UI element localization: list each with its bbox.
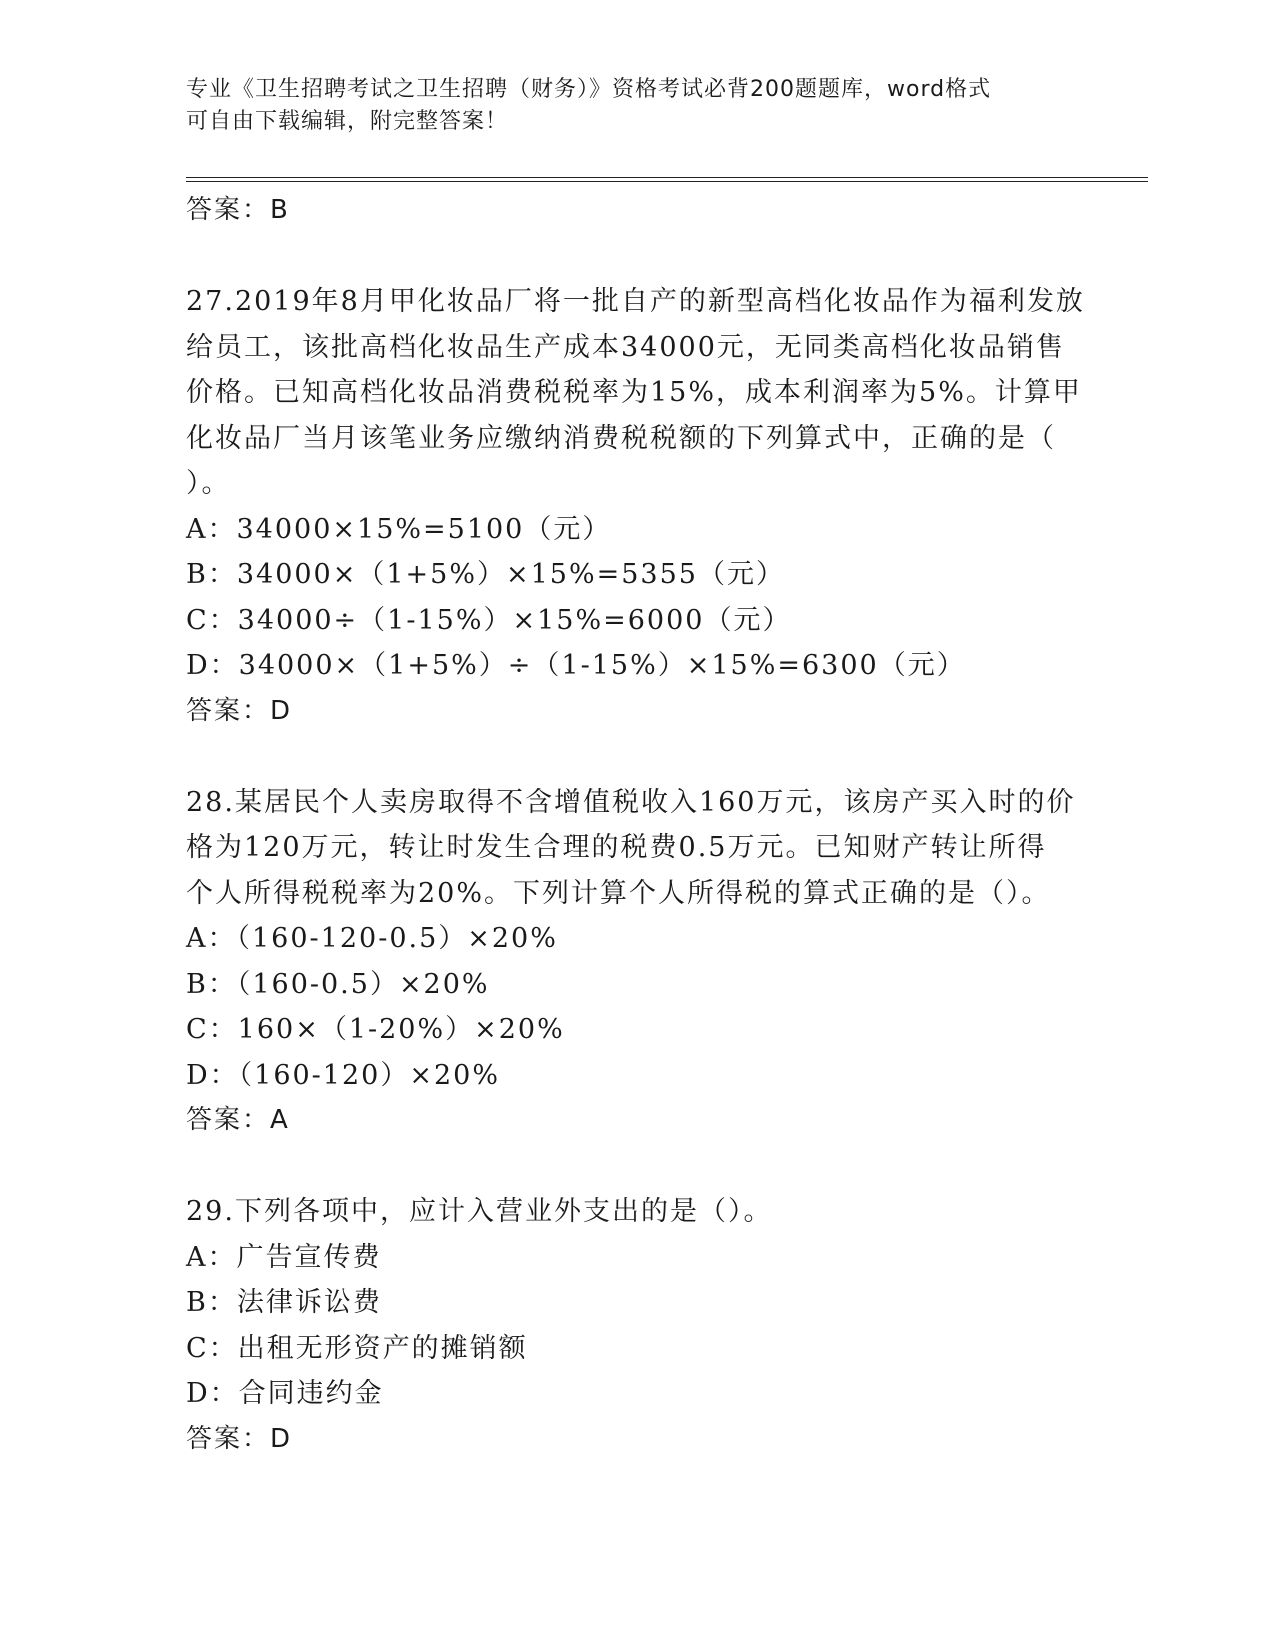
answer: 答案：D: [186, 1423, 293, 1454]
option-d: D：（160-120）×20%: [186, 1059, 500, 1091]
option-b: B：（160-0.5）×20%: [186, 968, 490, 1000]
header-line-1: 专业《卫生招聘考试之卫生招聘（财务）》资格考试必背200题题库，word格式: [186, 77, 992, 102]
spacer: [186, 734, 1086, 780]
previous-answer: 答案：B: [186, 195, 290, 225]
option-a: A：34000×15%=5100（元）: [186, 513, 612, 545]
question-stem-line: 27.2019年8月甲化妆品厂将一批自产的新型高档化妆品作为福利发放: [186, 286, 1085, 317]
question-stem-line: 28.某居民个人卖房取得不含增值税收入160万元，该房产买入时的价: [186, 786, 1076, 818]
document-body: [186, 188, 1086, 1462]
option-c: C：34000÷（1-15%）×15%=6000（元）: [186, 604, 792, 636]
question-stem-line: 29.下列各项中，应计入营业外支出的是（）。: [186, 1196, 773, 1227]
answer: 答案：A: [186, 1105, 290, 1135]
question-27: [186, 279, 1086, 734]
question-stem-line: 个人所得税税率为20%。下列计算个人所得税的算式正确的是（）。: [186, 877, 1051, 909]
question-stem-line: ）。: [186, 468, 231, 499]
option-c: C：160×（1-20%）×20%: [186, 1014, 565, 1045]
question-29: [186, 1189, 1086, 1462]
header-rule-top: [186, 177, 1148, 178]
option-d: D：合同违约金: [186, 1378, 384, 1409]
answer: 答案：D: [186, 695, 293, 726]
option-a: A：（160-120-0.5）×20%: [186, 923, 558, 954]
header-line-2: 可自由下载编辑，附完整答案！: [186, 109, 509, 134]
option-d: D：34000×（1+5%）÷（1-15%）×15%=6300（元）: [186, 650, 966, 681]
option-c: C：出租无形资产的摊销额: [186, 1332, 528, 1364]
spacer: [186, 1144, 1086, 1190]
document-header: [186, 74, 1086, 138]
question-stem-line: 价格。已知高档化妆品消费税税率为15%，成本利润率为5%。计算甲: [186, 377, 1082, 408]
option-b: B：34000×（1+5%）×15%=5355（元）: [186, 559, 785, 590]
question-stem-line: 格为120万元，转让时发生合理的税费0.5万元。已知财产转让所得: [186, 832, 1047, 863]
option-a: A：广告宣传费: [186, 1241, 382, 1273]
question-stem-line: 给员工，该批高档化妆品生产成本34000元，无同类高档化妆品销售: [186, 331, 1065, 363]
question-stem-line: 化妆品厂当月该笔业务应缴纳消费税税额的下列算式中，正确的是（: [186, 422, 1056, 454]
question-28: [186, 780, 1086, 1144]
spacer: [186, 234, 1086, 280]
option-b: B：法律诉讼费: [186, 1287, 382, 1318]
header-rule-bottom: [186, 181, 1148, 182]
